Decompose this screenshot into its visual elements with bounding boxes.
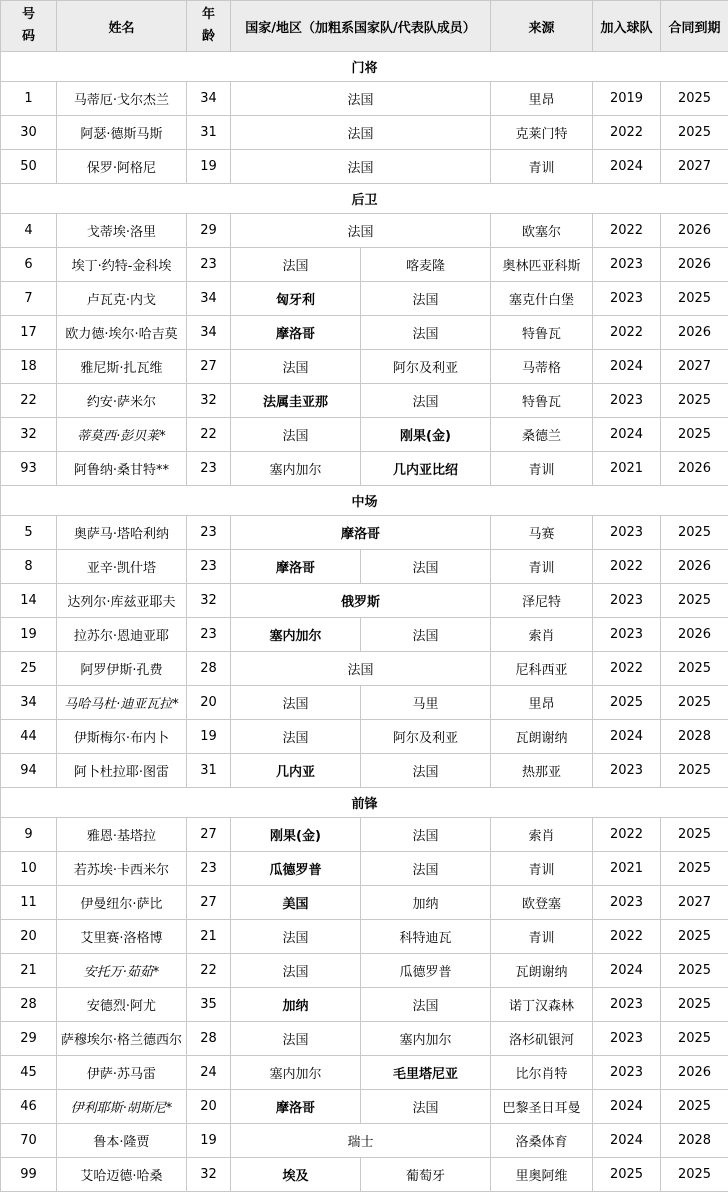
player-number-cell: 1	[1, 82, 57, 116]
section-title: 门将	[1, 52, 728, 82]
player-row	[1, 818, 728, 852]
player-row	[1, 384, 728, 418]
player-name-cell: 戈蒂埃·洛里	[57, 214, 187, 248]
player-name-cell: 雅尼斯·扎瓦维	[57, 350, 187, 384]
player-source-cell: 桑德兰	[491, 418, 593, 452]
player-joined-cell: 2025	[593, 1158, 661, 1192]
player-number-cell: 14	[1, 584, 57, 618]
player-name-cell: 萨穆埃尔·格兰德西尔	[57, 1022, 187, 1056]
player-contract-cell: 2025	[661, 1158, 728, 1192]
player-name-cell: 阿鲁纳·桑甘特**	[57, 452, 187, 486]
player-country-cell: 法国	[361, 754, 491, 788]
player-joined-cell: 2022	[593, 818, 661, 852]
col-header-nationality: 国家/地区（加粗系国家队/代表队成员）	[231, 1, 491, 52]
player-country-cell: 法国	[231, 686, 361, 720]
player-name-cell: 欧力德·埃尔·哈吉莫	[57, 316, 187, 350]
player-row	[1, 316, 728, 350]
player-joined-cell: 2023	[593, 282, 661, 316]
player-source-cell: 诺丁汉森林	[491, 988, 593, 1022]
player-age-cell: 19	[187, 150, 231, 184]
player-country-cell: 葡萄牙	[361, 1158, 491, 1192]
player-source-cell: 洛杉矶银河	[491, 1022, 593, 1056]
player-row	[1, 116, 728, 150]
player-source-cell: 特鲁瓦	[491, 316, 593, 350]
player-joined-cell: 2022	[593, 116, 661, 150]
player-row	[1, 988, 728, 1022]
player-name-cell: 鲁本·隆贾	[57, 1124, 187, 1158]
player-age-cell: 32	[187, 584, 231, 618]
player-contract-cell: 2025	[661, 754, 728, 788]
player-source-cell: 青训	[491, 852, 593, 886]
player-source-cell: 索肖	[491, 818, 593, 852]
player-age-cell: 23	[187, 248, 231, 282]
player-source-cell: 里奥阿维	[491, 1158, 593, 1192]
player-contract-cell: 2025	[661, 652, 728, 686]
player-name-cell: 蒂莫西·彭贝莱*	[57, 418, 187, 452]
player-contract-cell: 2025	[661, 818, 728, 852]
player-number-cell: 20	[1, 920, 57, 954]
player-name-cell: 阿瑟·德斯马斯	[57, 116, 187, 150]
player-name-cell: 达列尔·库兹亚耶夫	[57, 584, 187, 618]
player-source-cell: 里昂	[491, 82, 593, 116]
player-country-cell: 俄罗斯	[231, 584, 491, 618]
player-source-cell: 塞克什白堡	[491, 282, 593, 316]
player-source-cell: 瓦朗谢纳	[491, 954, 593, 988]
player-source-cell: 青训	[491, 150, 593, 184]
player-country-cell: 摩洛哥	[231, 1090, 361, 1124]
player-source-cell: 欧登塞	[491, 886, 593, 920]
player-source-cell: 热那亚	[491, 754, 593, 788]
player-source-cell: 奥林匹亚科斯	[491, 248, 593, 282]
player-number-cell: 6	[1, 248, 57, 282]
player-name-cell: 安德烈·阿尤	[57, 988, 187, 1022]
player-country-cell: 加纳	[231, 988, 361, 1022]
player-country-cell: 塞内加尔	[231, 618, 361, 652]
player-joined-cell: 2023	[593, 618, 661, 652]
player-country-cell: 阿尔及利亚	[361, 720, 491, 754]
player-age-cell: 28	[187, 652, 231, 686]
player-contract-cell: 2028	[661, 720, 728, 754]
player-source-cell: 洛桑体育	[491, 1124, 593, 1158]
player-joined-cell: 2024	[593, 954, 661, 988]
player-age-cell: 23	[187, 550, 231, 584]
player-number-cell: 94	[1, 754, 57, 788]
section-row	[1, 52, 728, 82]
player-name-cell: 艾哈迈德·哈桑	[57, 1158, 187, 1192]
player-number-cell: 50	[1, 150, 57, 184]
player-name-cell: 奥萨马·塔哈利纳	[57, 516, 187, 550]
player-contract-cell: 2027	[661, 150, 728, 184]
player-source-cell: 马蒂格	[491, 350, 593, 384]
player-contract-cell: 2025	[661, 686, 728, 720]
player-name-cell: 安托万·茹茹*	[57, 954, 187, 988]
player-contract-cell: 2025	[661, 988, 728, 1022]
player-age-cell: 27	[187, 818, 231, 852]
player-number-cell: 11	[1, 886, 57, 920]
player-number-cell: 10	[1, 852, 57, 886]
player-country-cell: 法国	[231, 116, 491, 150]
player-contract-cell: 2025	[661, 954, 728, 988]
player-country-cell: 法国	[361, 384, 491, 418]
player-row	[1, 1124, 728, 1158]
player-joined-cell: 2024	[593, 1090, 661, 1124]
player-age-cell: 19	[187, 720, 231, 754]
player-number-cell: 5	[1, 516, 57, 550]
squad-table-body	[1, 52, 728, 1192]
player-contract-cell: 2025	[661, 584, 728, 618]
player-source-cell: 青训	[491, 550, 593, 584]
player-contract-cell: 2027	[661, 886, 728, 920]
player-age-cell: 31	[187, 116, 231, 150]
player-joined-cell: 2024	[593, 720, 661, 754]
player-country-cell: 几内亚比绍	[361, 452, 491, 486]
player-source-cell: 泽尼特	[491, 584, 593, 618]
section-row	[1, 184, 728, 214]
col-header-joined: 加入球队	[593, 1, 661, 52]
player-joined-cell: 2024	[593, 150, 661, 184]
player-country-cell: 美国	[231, 886, 361, 920]
player-source-cell: 瓦朗谢纳	[491, 720, 593, 754]
player-country-cell: 埃及	[231, 1158, 361, 1192]
player-contract-cell: 2025	[661, 282, 728, 316]
player-name-cell: 伊萨·苏马雷	[57, 1056, 187, 1090]
player-name-cell: 马哈马杜·迪亚瓦拉*	[57, 686, 187, 720]
player-country-cell: 法国	[231, 82, 491, 116]
player-row	[1, 1158, 728, 1192]
player-country-cell: 瓜德罗普	[361, 954, 491, 988]
player-joined-cell: 2023	[593, 754, 661, 788]
player-country-cell: 法国	[231, 248, 361, 282]
player-joined-cell: 2022	[593, 214, 661, 248]
player-contract-cell: 2026	[661, 316, 728, 350]
player-age-cell: 23	[187, 852, 231, 886]
player-country-cell: 法国	[361, 618, 491, 652]
player-country-cell: 法国	[361, 818, 491, 852]
player-name-cell: 伊斯梅尔·布内卜	[57, 720, 187, 754]
player-contract-cell: 2025	[661, 1090, 728, 1124]
player-row	[1, 852, 728, 886]
player-country-cell: 刚果(金)	[361, 418, 491, 452]
player-joined-cell: 2025	[593, 686, 661, 720]
player-source-cell: 青训	[491, 452, 593, 486]
player-contract-cell: 2025	[661, 418, 728, 452]
player-name-cell: 阿卜杜拉耶·图雷	[57, 754, 187, 788]
player-country-cell: 几内亚	[231, 754, 361, 788]
player-joined-cell: 2023	[593, 384, 661, 418]
player-name-cell: 雅恩·基塔拉	[57, 818, 187, 852]
player-contract-cell: 2025	[661, 920, 728, 954]
player-row	[1, 1090, 728, 1124]
player-joined-cell: 2021	[593, 452, 661, 486]
player-contract-cell: 2026	[661, 452, 728, 486]
player-age-cell: 35	[187, 988, 231, 1022]
section-row	[1, 788, 728, 818]
player-row	[1, 1022, 728, 1056]
player-name-cell: 保罗·阿格尼	[57, 150, 187, 184]
player-age-cell: 29	[187, 214, 231, 248]
player-number-cell: 22	[1, 384, 57, 418]
player-country-cell: 法国	[231, 418, 361, 452]
player-row	[1, 82, 728, 116]
player-contract-cell: 2027	[661, 350, 728, 384]
player-country-cell: 法国	[361, 316, 491, 350]
player-joined-cell: 2023	[593, 1056, 661, 1090]
player-country-cell: 法国	[231, 1022, 361, 1056]
player-country-cell: 法国	[231, 954, 361, 988]
player-age-cell: 23	[187, 618, 231, 652]
col-header-source: 来源	[491, 1, 593, 52]
player-age-cell: 27	[187, 886, 231, 920]
player-source-cell: 索肖	[491, 618, 593, 652]
player-source-cell: 克莱门特	[491, 116, 593, 150]
player-country-cell: 摩洛哥	[231, 316, 361, 350]
player-country-cell: 瓜德罗普	[231, 852, 361, 886]
player-source-cell: 里昂	[491, 686, 593, 720]
player-country-cell: 法国	[231, 214, 491, 248]
player-joined-cell: 2024	[593, 350, 661, 384]
player-joined-cell: 2022	[593, 920, 661, 954]
player-contract-cell: 2025	[661, 516, 728, 550]
player-name-cell: 马蒂厄·戈尔杰兰	[57, 82, 187, 116]
player-contract-cell: 2025	[661, 384, 728, 418]
player-number-cell: 17	[1, 316, 57, 350]
player-contract-cell: 2025	[661, 852, 728, 886]
player-row	[1, 652, 728, 686]
player-contract-cell: 2025	[661, 82, 728, 116]
player-number-cell: 25	[1, 652, 57, 686]
player-number-cell: 45	[1, 1056, 57, 1090]
player-name-cell: 卢瓦克·内戈	[57, 282, 187, 316]
player-row	[1, 920, 728, 954]
table-header-row	[1, 1, 728, 52]
player-name-cell: 伊利耶斯·胡斯尼*	[57, 1090, 187, 1124]
player-contract-cell: 2025	[661, 1022, 728, 1056]
player-contract-cell: 2026	[661, 1056, 728, 1090]
player-name-cell: 艾里赛·洛格博	[57, 920, 187, 954]
player-joined-cell: 2023	[593, 1022, 661, 1056]
player-country-cell: 刚果(金)	[231, 818, 361, 852]
player-country-cell: 塞内加尔	[231, 1056, 361, 1090]
player-joined-cell: 2023	[593, 584, 661, 618]
player-country-cell: 加纳	[361, 886, 491, 920]
player-row	[1, 418, 728, 452]
player-joined-cell: 2023	[593, 886, 661, 920]
player-country-cell: 法国	[231, 920, 361, 954]
player-joined-cell: 2022	[593, 652, 661, 686]
player-age-cell: 19	[187, 1124, 231, 1158]
player-number-cell: 8	[1, 550, 57, 584]
player-age-cell: 32	[187, 384, 231, 418]
player-number-cell: 99	[1, 1158, 57, 1192]
section-title: 前锋	[1, 788, 728, 818]
player-number-cell: 19	[1, 618, 57, 652]
player-age-cell: 21	[187, 920, 231, 954]
player-joined-cell: 2022	[593, 316, 661, 350]
player-number-cell: 46	[1, 1090, 57, 1124]
player-row	[1, 954, 728, 988]
player-number-cell: 29	[1, 1022, 57, 1056]
player-joined-cell: 2023	[593, 988, 661, 1022]
section-row	[1, 486, 728, 516]
player-name-cell: 埃丁·约特-金科埃	[57, 248, 187, 282]
player-joined-cell: 2024	[593, 418, 661, 452]
player-age-cell: 34	[187, 316, 231, 350]
player-row	[1, 1056, 728, 1090]
player-country-cell: 毛里塔尼亚	[361, 1056, 491, 1090]
player-country-cell: 法国	[231, 150, 491, 184]
player-source-cell: 比尔肖特	[491, 1056, 593, 1090]
player-country-cell: 法国	[361, 282, 491, 316]
player-row	[1, 886, 728, 920]
player-number-cell: 9	[1, 818, 57, 852]
col-header-contract: 合同到期	[661, 1, 728, 52]
player-row	[1, 150, 728, 184]
player-country-cell: 阿尔及利亚	[361, 350, 491, 384]
player-row	[1, 618, 728, 652]
player-row	[1, 248, 728, 282]
player-age-cell: 27	[187, 350, 231, 384]
player-name-cell: 若苏埃·卡西米尔	[57, 852, 187, 886]
player-joined-cell: 2022	[593, 550, 661, 584]
player-age-cell: 24	[187, 1056, 231, 1090]
player-country-cell: 科特迪瓦	[361, 920, 491, 954]
player-source-cell: 巴黎圣日耳曼	[491, 1090, 593, 1124]
player-country-cell: 塞内加尔	[361, 1022, 491, 1056]
player-contract-cell: 2026	[661, 550, 728, 584]
player-country-cell: 法国	[361, 1090, 491, 1124]
player-row	[1, 584, 728, 618]
player-age-cell: 31	[187, 754, 231, 788]
section-title: 后卫	[1, 184, 728, 214]
player-country-cell: 摩洛哥	[231, 516, 491, 550]
player-contract-cell: 2028	[661, 1124, 728, 1158]
player-number-cell: 28	[1, 988, 57, 1022]
player-row	[1, 550, 728, 584]
player-age-cell: 32	[187, 1158, 231, 1192]
player-number-cell: 7	[1, 282, 57, 316]
player-number-cell: 18	[1, 350, 57, 384]
player-contract-cell: 2026	[661, 618, 728, 652]
player-age-cell: 23	[187, 452, 231, 486]
player-country-cell: 法属圭亚那	[231, 384, 361, 418]
player-country-cell: 瑞士	[231, 1124, 491, 1158]
player-row	[1, 282, 728, 316]
player-age-cell: 28	[187, 1022, 231, 1056]
player-number-cell: 21	[1, 954, 57, 988]
player-joined-cell: 2023	[593, 516, 661, 550]
player-name-cell: 伊曼纽尔·萨比	[57, 886, 187, 920]
player-country-cell: 摩洛哥	[231, 550, 361, 584]
player-country-cell: 法国	[231, 652, 491, 686]
player-contract-cell: 2025	[661, 116, 728, 150]
player-name-cell: 约安·萨米尔	[57, 384, 187, 418]
player-country-cell: 法国	[361, 988, 491, 1022]
player-row	[1, 214, 728, 248]
player-row	[1, 686, 728, 720]
player-source-cell: 欧塞尔	[491, 214, 593, 248]
player-age-cell: 34	[187, 282, 231, 316]
player-name-cell: 拉苏尔·恩迪亚耶	[57, 618, 187, 652]
player-number-cell: 4	[1, 214, 57, 248]
col-header-age: 年龄	[187, 1, 231, 52]
player-row	[1, 350, 728, 384]
player-country-cell: 法国	[361, 550, 491, 584]
col-header-name: 姓名	[57, 1, 187, 52]
player-age-cell: 22	[187, 954, 231, 988]
player-row	[1, 452, 728, 486]
player-joined-cell: 2021	[593, 852, 661, 886]
player-contract-cell: 2026	[661, 248, 728, 282]
player-source-cell: 尼科西亚	[491, 652, 593, 686]
player-number-cell: 93	[1, 452, 57, 486]
player-number-cell: 70	[1, 1124, 57, 1158]
player-name-cell: 阿罗伊斯·孔费	[57, 652, 187, 686]
player-row	[1, 720, 728, 754]
player-age-cell: 34	[187, 82, 231, 116]
player-country-cell: 匈牙利	[231, 282, 361, 316]
player-row	[1, 754, 728, 788]
player-joined-cell: 2023	[593, 248, 661, 282]
player-source-cell: 马赛	[491, 516, 593, 550]
player-age-cell: 23	[187, 516, 231, 550]
player-country-cell: 法国	[361, 852, 491, 886]
player-name-cell: 亚辛·凯什塔	[57, 550, 187, 584]
player-country-cell: 法国	[231, 720, 361, 754]
player-joined-cell: 2024	[593, 1124, 661, 1158]
player-row	[1, 516, 728, 550]
player-joined-cell: 2019	[593, 82, 661, 116]
player-number-cell: 32	[1, 418, 57, 452]
player-country-cell: 喀麦隆	[361, 248, 491, 282]
col-header-number: 号码	[1, 1, 57, 52]
player-number-cell: 44	[1, 720, 57, 754]
player-age-cell: 20	[187, 686, 231, 720]
player-country-cell: 马里	[361, 686, 491, 720]
player-number-cell: 30	[1, 116, 57, 150]
player-number-cell: 34	[1, 686, 57, 720]
player-contract-cell: 2026	[661, 214, 728, 248]
player-source-cell: 青训	[491, 920, 593, 954]
section-title: 中场	[1, 486, 728, 516]
player-source-cell: 特鲁瓦	[491, 384, 593, 418]
player-country-cell: 塞内加尔	[231, 452, 361, 486]
player-country-cell: 法国	[231, 350, 361, 384]
player-age-cell: 22	[187, 418, 231, 452]
player-age-cell: 20	[187, 1090, 231, 1124]
